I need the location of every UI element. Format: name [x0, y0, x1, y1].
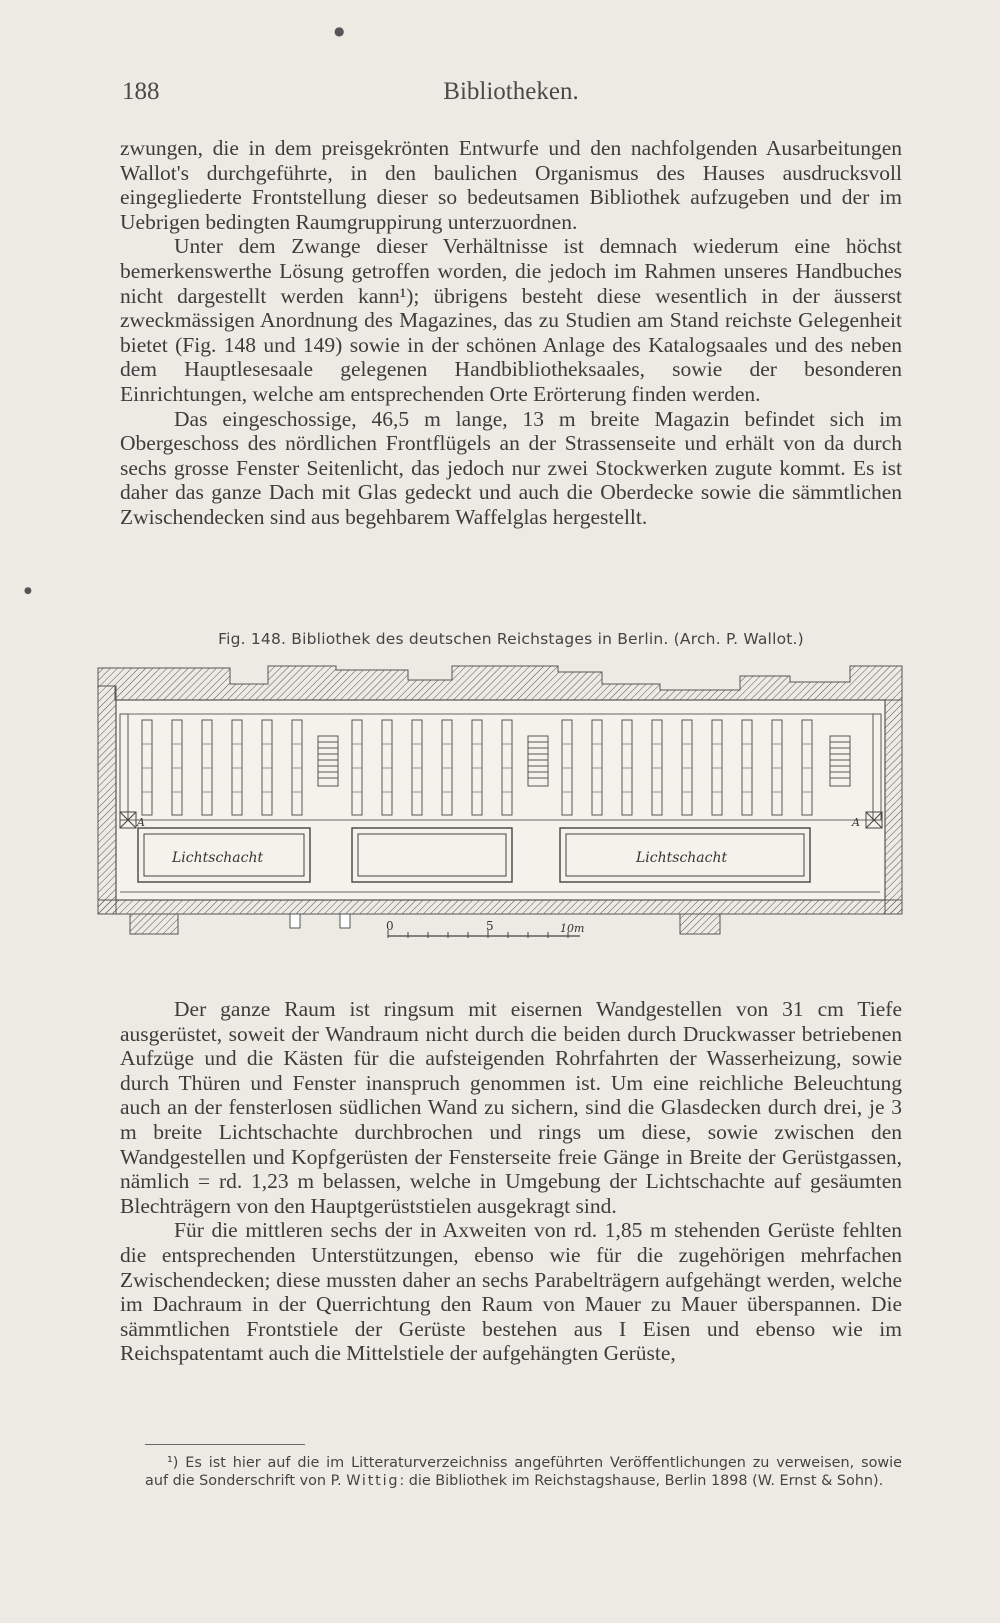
footnote-text-end: : die Bibliothek im Reichstagshause, Berlin 1898 (W. Ernst & Sohn).	[399, 1473, 884, 1489]
paragraph: zwungen, die in dem preisgekrönten Entwurfe und den nachfolgenden Ausarbeitungen Wallot's durchgeführte, in den baulichen Organismus des Hauses ausdrucksvoll eingegliederte Frontstellung dieser so bedeutsamen Bibliothek aufzugeben und der im Uebrigen bedingten Raumgruppirung unterzuordnen.	[120, 136, 902, 234]
body-text-top	[120, 136, 902, 530]
page-number: 188	[122, 78, 160, 105]
running-title: Bibliotheken.	[443, 78, 579, 105]
body-text-bottom	[120, 997, 902, 1366]
paragraph: Der ganze Raum ist ringsum mit eisernen Wandgestellen von 31 cm Tiefe ausgerüstet, soweit der Wandraum nicht durch die beiden durch Druckwasser betriebenen Aufzüge und die Kästen für die aufsteigenden Rohrfahrten der Wasserheizung, sowie durch Thüren und Fenster inanspruch genommen ist. Um eine reichliche Beleuchtung auch an der fensterlosen südlichen Wand zu sichern, sind die Glasdecken durch drei, je 3 m breite Lichtschachte durchbrochen und rings um diese, sowie zwischen den Wandgestellen und Kopfgerüsten der Fensterseite freie Gänge in Breite der Gerüstgassen, nämlich = rd. 1,23 m belassen, welche in Umgebung der Lichtschachte auf gesäumten Blechträgern von den Hauptgerüststielen ausgekragt sind.	[120, 997, 902, 1218]
lift-label-right: A	[852, 816, 860, 829]
shaft-label-right: Lichtschacht	[636, 850, 728, 866]
scale-label-10: 10m	[560, 922, 585, 935]
shelf-stacks	[142, 720, 812, 815]
footnote-rule	[145, 1444, 305, 1445]
scale-label-5: 5	[486, 919, 494, 933]
figure-caption: Fig. 148. Bibliothek des deutschen Reichstages in Berlin. (Arch. P. Wallot.)	[218, 630, 804, 648]
footnote	[145, 1454, 902, 1490]
scale-bar	[386, 919, 584, 938]
footnote-text: Es ist hier auf die im Litteraturverzeichniss angeführten Veröffentlichungen zu verweisen, sowie auf die Sonderschrift von P.	[145, 1455, 902, 1489]
footnote-marker: ¹)	[167, 1455, 179, 1471]
paper-speck: ●	[24, 586, 32, 596]
floor-plan-figure	[90, 660, 932, 978]
page-header	[120, 78, 902, 112]
paragraph: Unter dem Zwange dieser Verhältnisse ist demnach wiederum eine höchst bemerkenswerthe Lösung getroffen worden, die jedoch im Rahmen unseres Handbuches nicht dargestellt werden kann¹); übrigens besteht diese wesentlich in der äusserst zweckmässigen Anordnung des Magazines, das zu Studien am Stand reichste Gelegenheit bietet (Fig. 148 und 149) sowie in der schönen Anlage des Katalogsaales und des neben dem Hauptlesesaale gelegenen Handbibliotheksaales, sowie der besonderen Einrichtungen, welche am entsprechenden Orte Erörterung finden werden.	[120, 234, 902, 406]
footnote-author: Wittig	[346, 1473, 400, 1489]
paragraph: Das eingeschossige, 46,5 m lange, 13 m breite Magazin befindet sich im Obergeschoss des nördlichen Frontflügels an der Strassenseite und erhält von da durch sechs grosse Fenster Seitenlicht, das jedoch nur zwei Stockwerken zugute kommt. Es ist daher das ganze Dach mit Glas gedeckt und auch die Oberdecke sowie die sämmtlichen Zwischendecken sind aus begehbarem Waffelglas hergestellt.	[120, 406, 902, 529]
paper-speck: ●	[334, 24, 345, 38]
paragraph: Für die mittleren sechs der in Axweiten von rd. 1,85 m stehenden Gerüste fehlten die entsprechenden Unterstützungen, ebenso wie für die zugehörigen mehrfachen Zwischendecken; diese mussten daher an sechs Parabelträgern aufgehängt werden, welche im Dachraum in der Querrichtung den Raum von Mauer zu Mauer überspannen. Die sämmtlichen Frontstiele der Gerüste bestehen aus I Eisen und ebenso wie im Reichspatentamt auch die Mittelstiele der aufgehängten Gerüste,	[120, 1218, 902, 1366]
lift-label-left: A	[137, 816, 145, 829]
scale-label-0: 0	[386, 919, 394, 933]
shaft-label-left: Lichtschacht	[172, 850, 264, 866]
